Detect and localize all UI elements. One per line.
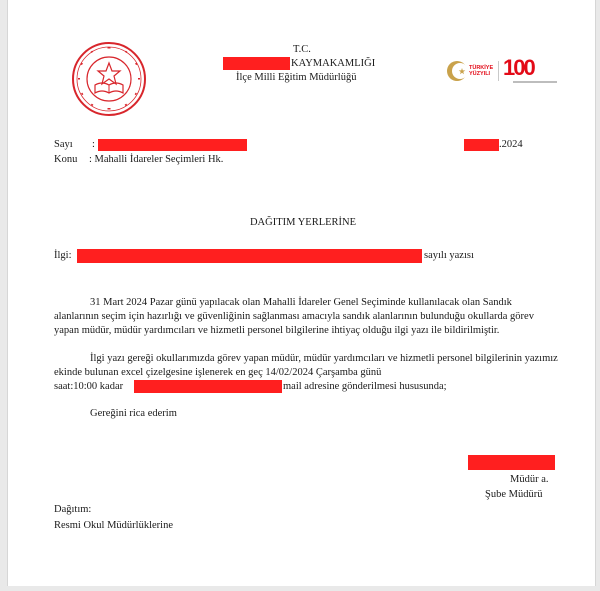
header-tc: T.C. <box>293 44 311 55</box>
header-directorate: İlçe Milli Eğitim Müdürlüğü <box>236 72 357 83</box>
redaction-district <box>223 57 290 70</box>
document-page <box>7 0 596 586</box>
distribution-item: Resmi Okul Müdürlüklerine <box>54 520 173 531</box>
viewer-frame-left <box>0 0 7 591</box>
closing-text: Gereğini rica ederim <box>90 408 177 419</box>
redaction-signatory-name <box>468 455 555 470</box>
body-paragraph-2: İlgi yazı gereği okullarımızda görev yapan müdür, müdür yardımcıları ve hizmetli personel bilgilerinin yazımız ekinde bulunan excel çizelgesine işlenerek en geç 14/02/2024 Çarşamba günü <box>54 353 558 378</box>
konu-value: : Mahalli İdareler Seçimleri Hk. <box>89 154 224 165</box>
ilgi-label: İlgi: <box>54 250 72 261</box>
logo-divider <box>498 61 499 81</box>
distribution-label: Dağıtım: <box>54 504 92 515</box>
ilgi-suffix: sayılı yazısı <box>424 250 474 261</box>
sayi-colon: : <box>92 139 95 150</box>
redaction-sayi-number <box>98 139 247 151</box>
body-paragraph-1: 31 Mart 2024 Pazar günü yapılacak olan Mahalli İdareler Genel Seçiminde kullanılacak olan Sandık alanlarının seçim için hazırlığı ve güvenliğinin sağlanması amacıyla sandık alanlarının bulunduğu okullarda görev yapan müdür, müdür yardımcıları ve hizmetli personel bilgilerine ihtiyaç olduğu ilgi yazı ile bildirilmiştir. <box>54 297 534 336</box>
brand-tagline-rule <box>513 81 557 83</box>
body-deadline-prefix: saat:10:00 kadar <box>54 381 124 392</box>
turkiye-yuzyili-logo <box>446 55 562 90</box>
signatory-role-1: Müdür a. <box>510 474 549 485</box>
document-date-suffix: .2024 <box>499 139 523 150</box>
viewer-frame-bottom <box>0 586 600 591</box>
redaction-email <box>134 380 282 393</box>
sayi-label: Sayı <box>54 139 73 150</box>
brand-number: 100 <box>503 55 534 80</box>
document-title: DAĞITIM YERLERİNE <box>249 217 357 228</box>
redaction-ilgi <box>77 249 422 263</box>
redaction-date <box>464 139 499 151</box>
signatory-role-2: Şube Müdürü <box>485 489 543 500</box>
crescent-star-icon <box>446 58 468 84</box>
header-kaymakamlik: KAYMAKAMLIĞI <box>291 58 376 69</box>
brand-line1: TÜRKİYE <box>469 65 494 71</box>
meb-seal-logo <box>71 41 147 117</box>
body-deadline-suffix: mail adresine gönderilmesi hususunda; <box>283 381 447 392</box>
konu-label: Konu <box>54 154 78 165</box>
brand-line2: YÜZYILI <box>469 71 491 77</box>
